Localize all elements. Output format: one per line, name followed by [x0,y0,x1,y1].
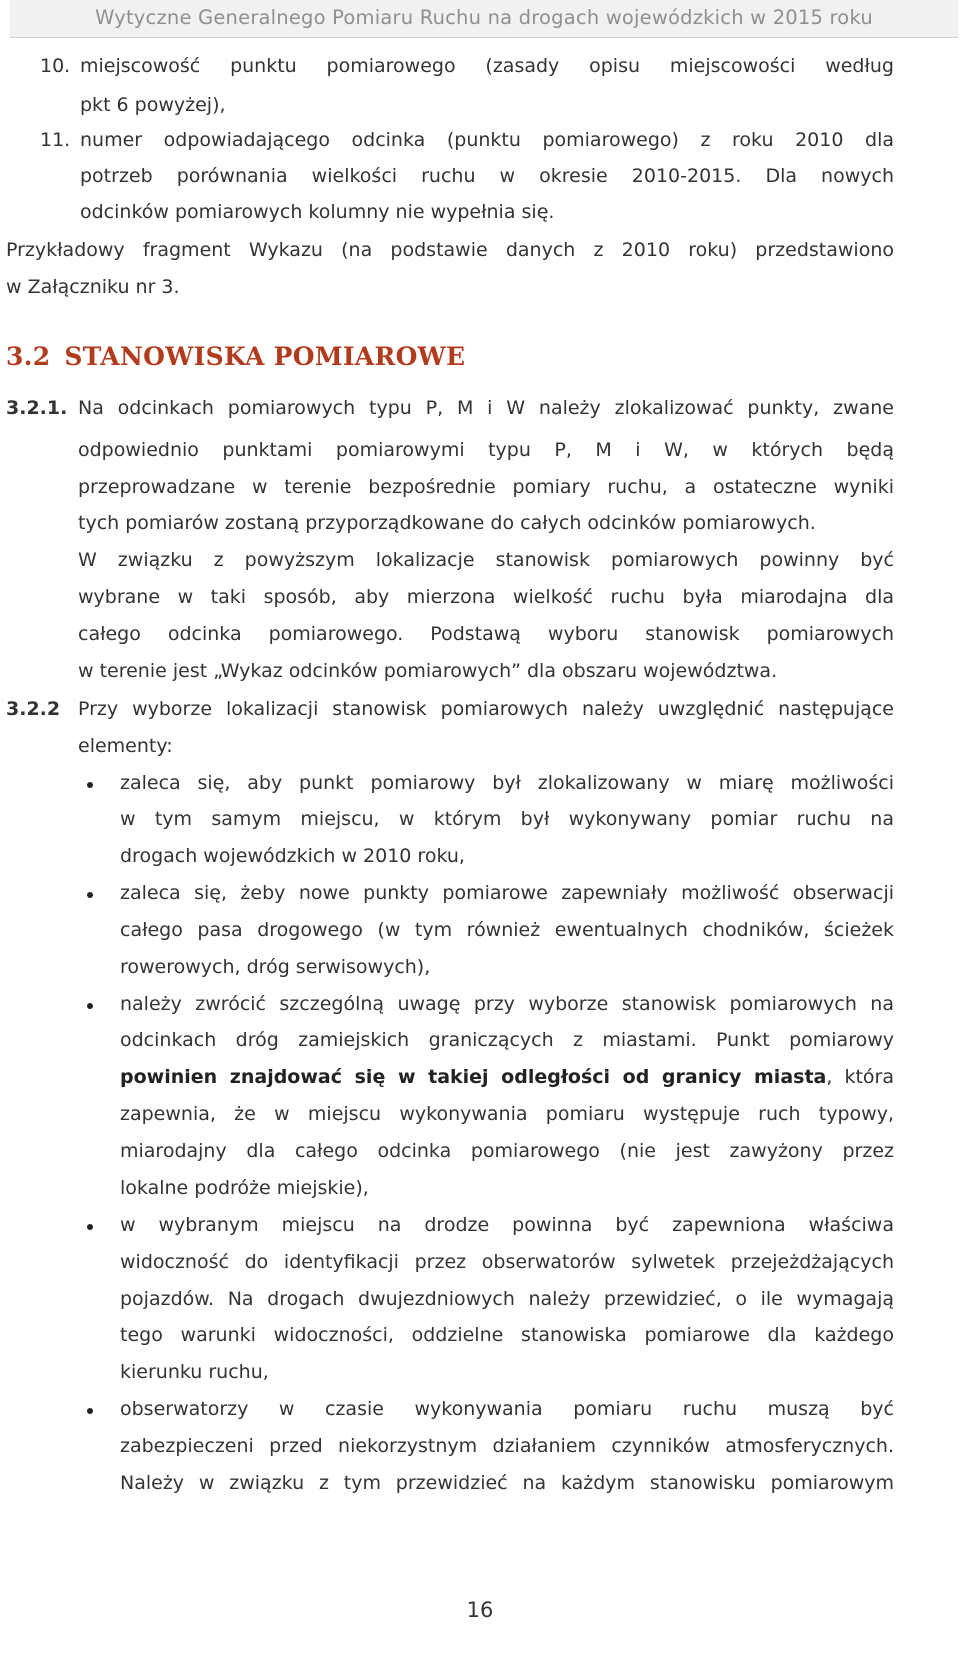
page-number: 16 [466,1598,494,1622]
list-item-line: miejscowość punktu pomiarowego (zasady opisu miejscowości według [80,55,894,77]
bullet-line: zapewnia, że w miejscu wykonywania pomiaru występuje ruch typowy, [120,1103,894,1125]
paragraph-line: elementy: [78,735,173,757]
bullet-line: pojazdów. Na drogach dwujezdniowych należy przewidzieć, o ile wymagają [120,1288,894,1310]
bullet-line: obserwatorzy w czasie wykonywania pomiaru ruchu muszą być [120,1398,894,1420]
list-number: 10. [40,55,71,77]
bullet-line: zaleca się, żeby nowe punkty pomiarowe zapewniały możliwość obserwacji [120,882,894,904]
bullet-line: Należy w związku z tym przewidzieć na każdym stanowisku pomiarowym [120,1472,894,1494]
bullet-line: zaleca się, aby punkt pomiarowy był zlokalizowany w miarę możliwości [120,772,894,794]
paragraph-line: Na odcinkach pomiarowych typu P, M i W należy zlokalizować punkty, zwane [78,397,894,419]
section-heading [6,342,465,371]
emphasis-text: powinien znajdować się w takiej odległości od granicy miasta [120,1066,827,1088]
paragraph-line: W związku z powyższym lokalizacje stanowisk pomiarowych powinny być [78,549,894,571]
paragraph-line: odpowiednio punktami pomiarowymi typu P, M i W, w których będą [78,439,894,461]
list-item-line: pkt 6 powyżej), [80,94,226,116]
bullet-line: odcinkach dróg zamiejskich graniczących z miastami. Punkt pomiarowy [120,1029,894,1051]
bullet-line: miarodajny dla całego odcinka pomiarowego (nie jest zawyżony przez [120,1140,894,1162]
bullet-line: tego warunki widoczności, oddzielne stanowiska pomiarowe dla każdego [120,1324,894,1346]
paragraph-line: w terenie jest „Wykaz odcinków pomiarowych” dla obszaru województwa. [78,660,778,682]
bullet-line: w wybranym miejscu na drodze powinna być zapewniona właściwa [120,1214,894,1236]
bullet-icon [85,890,95,900]
bullet-line: całego pasa drogowego (w tym również ewentualnych chodników, ścieżek [120,919,894,941]
bullet-line-mixed [120,1058,894,1097]
bullet-line: zabezpieczeni przed niekorzystnym działaniem czynników atmosferycznych. [120,1435,894,1457]
bullet-line: rowerowych, dróg serwisowych), [120,956,431,978]
bullet-line: lokalne podróże miejskie), [120,1177,369,1199]
list-item-line: numer odpowiadającego odcinka (punktu pomiarowego) z roku 2010 dla [80,129,894,151]
bullet-icon [85,1222,95,1232]
paragraph-line: wybrane w taki sposób, aby mierzona wielkość ruchu była miarodajna dla [78,586,894,608]
bullet-icon [85,780,95,790]
bullet-line: widoczność do identyfikacji przez obserwatorów sylwetek przejeżdżających [120,1251,894,1273]
page-header: Wytyczne Generalnego Pomiaru Ruchu na drogach wojewódzkich w 2015 roku [10,0,958,38]
bullet-line-tail: , która [826,1066,894,1088]
section-title: STANOWISKA POMIAROWE [64,342,466,371]
list-number: 11. [40,129,71,151]
list-item-line: potrzeb porównania wielkości ruchu w okresie 2010-2015. Dla nowych [80,165,894,187]
paragraph-number: 3.2.2 [6,698,61,720]
bullet-icon [85,1001,95,1011]
bullet-line: drogach wojewódzkich w 2010 roku, [120,845,465,867]
intro-line: Przykładowy fragment Wykazu (na podstawie danych z 2010 roku) przedstawiono [6,239,894,261]
paragraph-line: tych pomiarów zostaną przyporządkowane do całych odcinków pomiarowych. [78,512,816,534]
intro-line: w Załączniku nr 3. [6,276,180,298]
bullet-line: należy zwrócić szczególną uwagę przy wyborze stanowisk pomiarowych na [120,993,894,1015]
paragraph-line: przeprowadzane w terenie bezpośrednie pomiary ruchu, a ostateczne wyniki [78,476,894,498]
list-item-line: odcinków pomiarowych kolumny nie wypełnia się. [80,201,555,223]
paragraph-number: 3.2.1. [6,397,68,419]
paragraph-line: całego odcinka pomiarowego. Podstawą wyboru stanowisk pomiarowych [78,623,894,645]
paragraph-line: Przy wyborze lokalizacji stanowisk pomiarowych należy uwzględnić następujące [78,698,894,720]
section-number: 3.2 [6,342,51,371]
bullet-line: kierunku ruchu, [120,1361,269,1383]
bullet-icon [85,1406,95,1416]
bullet-line: w tym samym miejscu, w którym był wykonywany pomiar ruchu na [120,808,894,830]
